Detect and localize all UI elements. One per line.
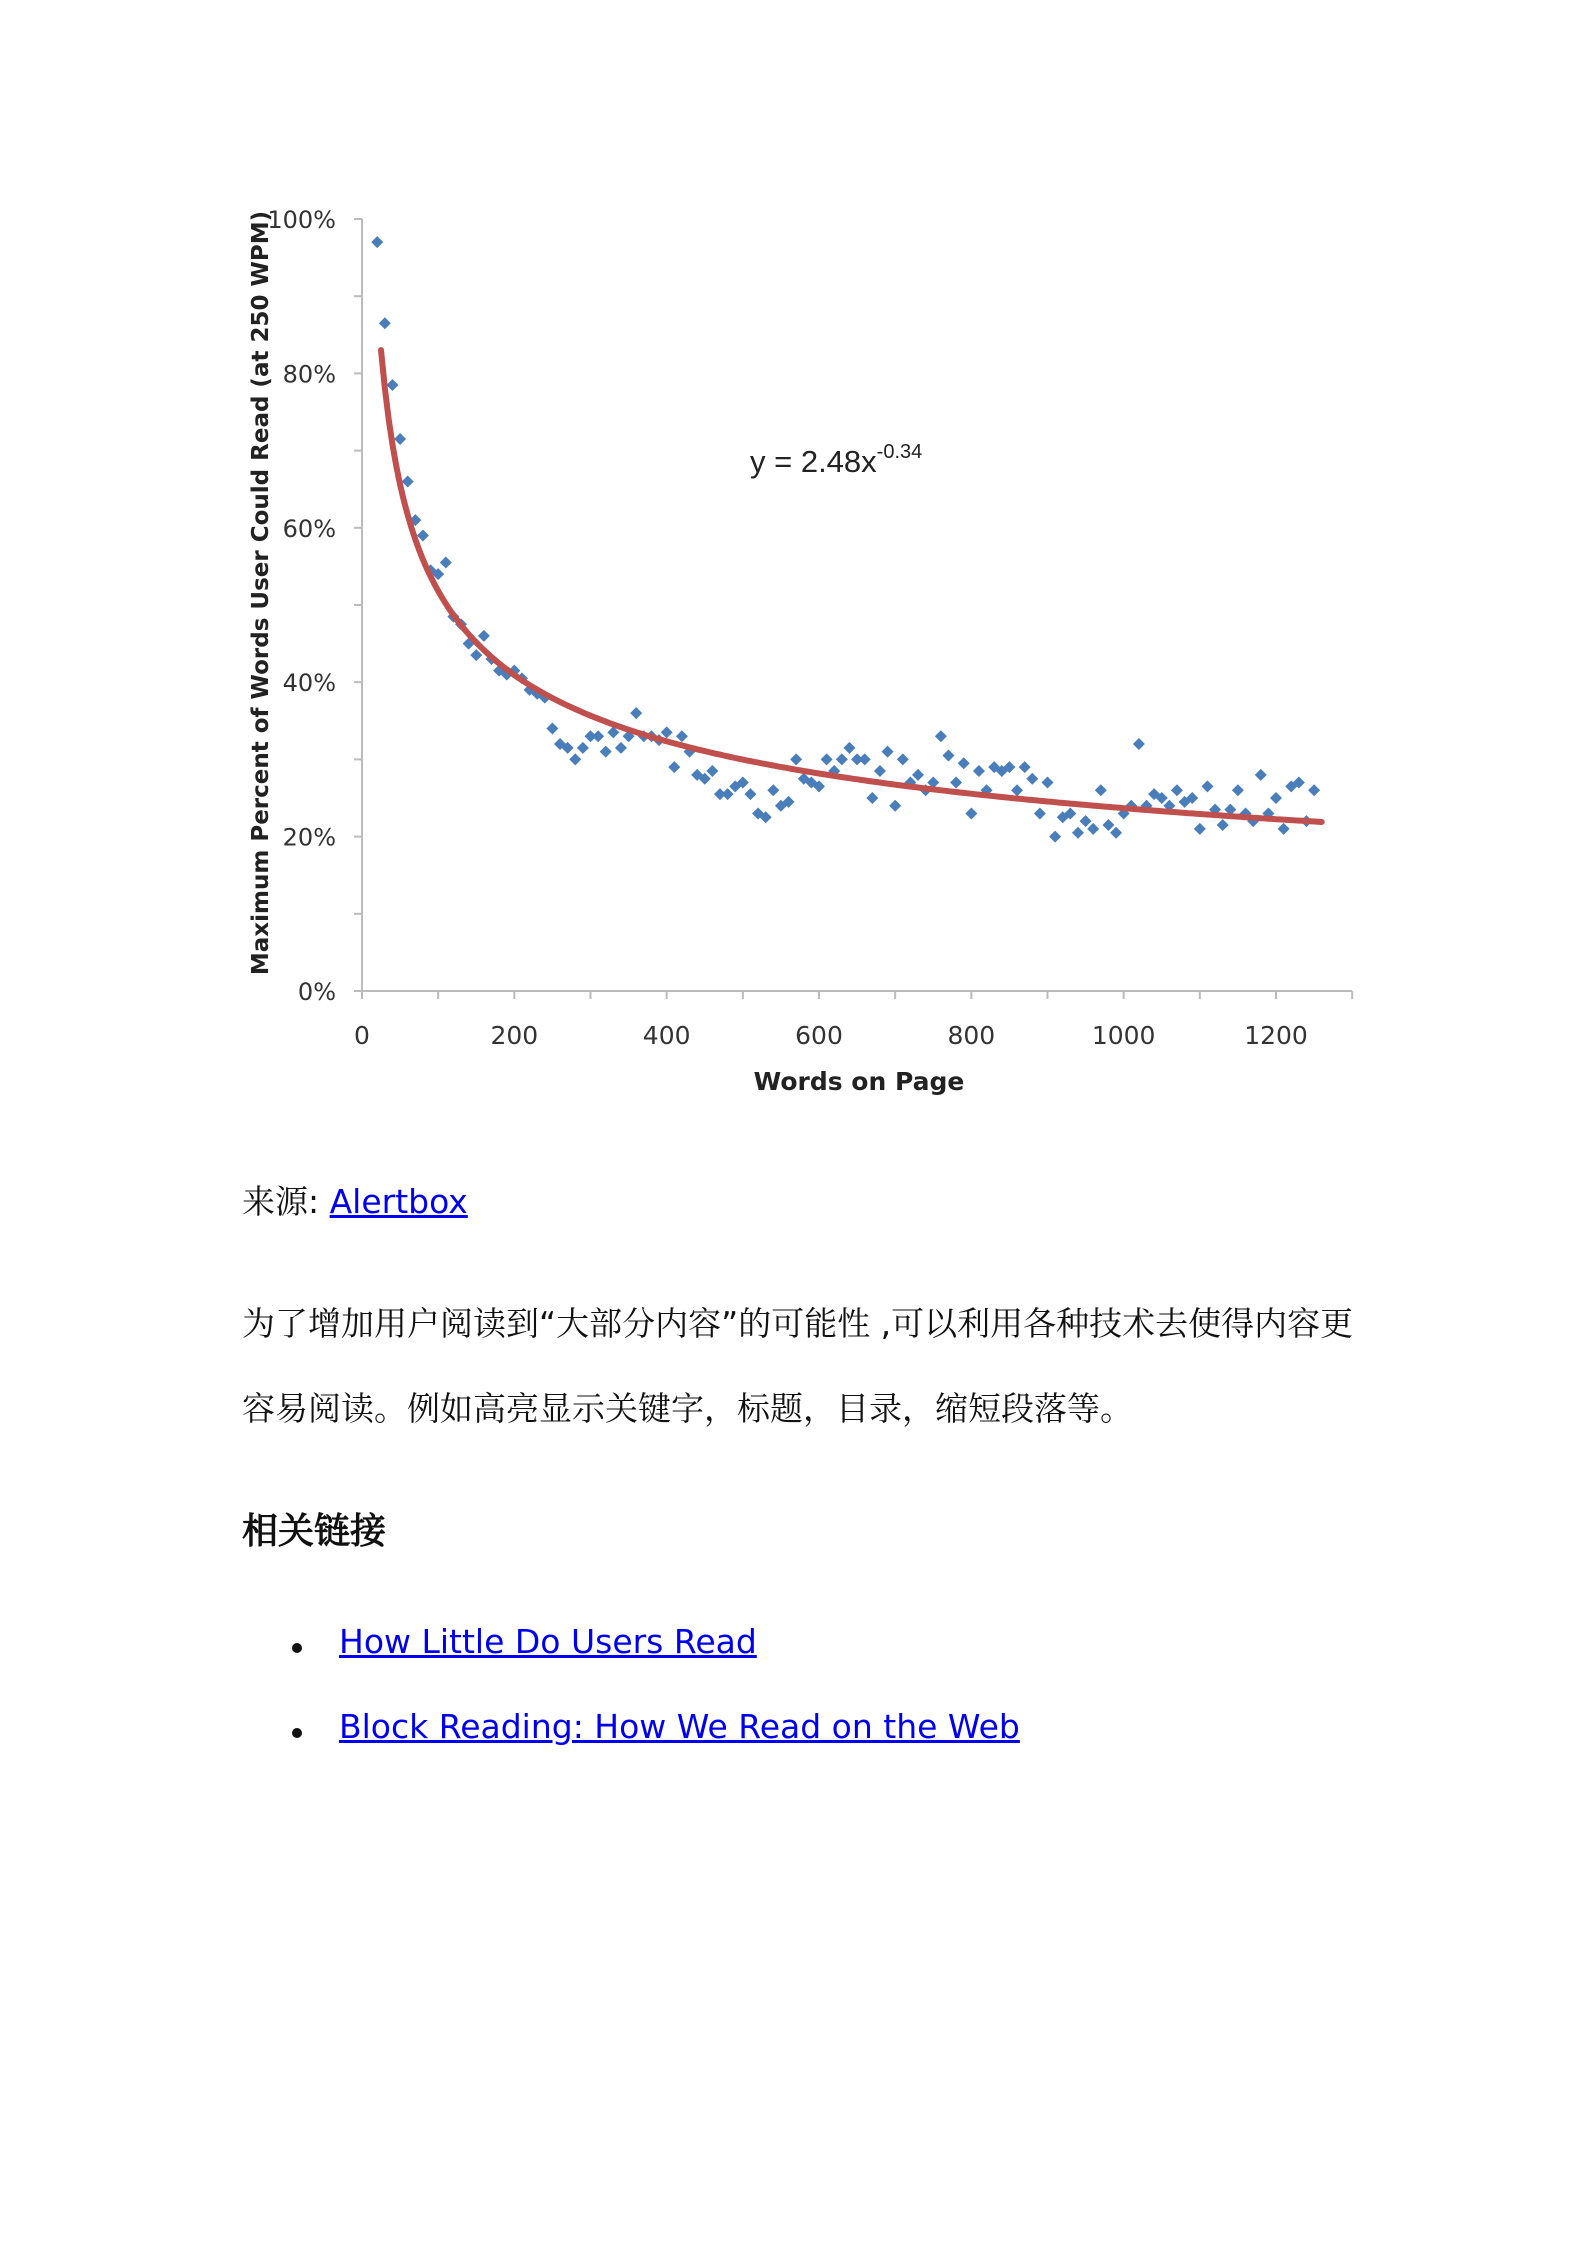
data-point: [935, 730, 947, 742]
data-point: [859, 753, 871, 765]
data-point: [386, 379, 398, 391]
y-tick-label: 0%: [297, 978, 336, 1006]
data-point: [722, 788, 734, 800]
data-point: [889, 800, 901, 812]
x-tick-label: 1000: [1091, 1021, 1156, 1050]
data-point: [965, 807, 977, 819]
data-point: [379, 317, 391, 329]
data-point: [1087, 823, 1099, 835]
data-point: [668, 761, 680, 773]
y-tick-label: 20%: [282, 823, 336, 852]
data-point: [942, 750, 954, 762]
source-link-alertbox[interactable]: Alertbox: [329, 1182, 468, 1221]
x-tick-label: 200: [490, 1021, 539, 1050]
data-point: [821, 753, 833, 765]
data-point: [1095, 784, 1107, 796]
paragraph-line-1: 为了增加用户阅读到“大部分内容”的可能性 ,可以利用各种技术去使得内容更: [242, 1304, 1354, 1343]
data-point: [1270, 792, 1282, 804]
data-point: [897, 753, 909, 765]
data-point: [1110, 827, 1122, 839]
data-point: [1026, 773, 1038, 785]
data-point: [661, 726, 673, 738]
data-point: [600, 746, 612, 758]
data-point: [394, 433, 406, 445]
data-point: [767, 784, 779, 796]
data-point: [973, 765, 985, 777]
data-point: [1011, 784, 1023, 796]
y-tick-label: 40%: [282, 669, 336, 698]
y-axis-label: Maximum Percent of Words User Could Read (at 250 WPM): [248, 210, 274, 976]
bullet-icon: [292, 1728, 302, 1738]
x-tick-label: 600: [795, 1021, 843, 1050]
data-point: [744, 788, 756, 800]
data-point: [874, 765, 886, 777]
data-point: [1171, 784, 1183, 796]
data-point: [440, 557, 452, 569]
source-line: [242, 1176, 468, 1223]
data-point: [1308, 784, 1320, 796]
y-tick-label: 100%: [267, 206, 336, 234]
data-point: [470, 649, 482, 661]
data-point: [592, 730, 604, 742]
x-tick-label: 400: [642, 1021, 691, 1050]
x-tick-label: 1200: [1244, 1021, 1308, 1050]
data-point: [1102, 819, 1114, 831]
data-point: [546, 723, 558, 735]
data-point: [676, 730, 688, 742]
data-point: [1278, 823, 1290, 835]
data-point: [1019, 761, 1031, 773]
data-point: [1217, 819, 1229, 831]
bullet-icon: [292, 1643, 302, 1653]
data-point: [371, 236, 383, 248]
data-point: [1255, 769, 1267, 781]
data-point: [866, 792, 878, 804]
data-point: [790, 753, 802, 765]
related-links-heading: 相关链接: [242, 1511, 387, 1552]
x-axis-label: Words on Page: [753, 1067, 965, 1096]
source-label: 来源:: [242, 1182, 330, 1221]
data-point: [912, 769, 924, 781]
data-point: [1042, 777, 1054, 789]
related-link-2[interactable]: Block Reading: How We Read on the Web: [339, 1707, 1020, 1746]
data-point: [1072, 827, 1084, 839]
y-tick-label: 60%: [282, 514, 336, 543]
data-point: [615, 742, 627, 754]
data-point: [950, 777, 962, 789]
trendline-equation: $y = 2.48x^{-0.34}$: [750, 441, 923, 479]
data-point: [1034, 807, 1046, 819]
data-point: [417, 530, 429, 542]
data-point: [882, 746, 894, 758]
data-point: [402, 475, 414, 487]
data-point: [569, 753, 581, 765]
x-tick-label: 800: [947, 1021, 996, 1050]
x-tick-label: 0: [354, 1021, 370, 1050]
data-point: [478, 630, 490, 642]
data-point: [1133, 738, 1145, 750]
data-point: [1201, 780, 1213, 792]
data-point: [706, 765, 718, 777]
data-point: [1232, 784, 1244, 796]
related-link-1[interactable]: How Little Do Users Read: [339, 1622, 757, 1661]
data-point: [958, 757, 970, 769]
scatter-chart: [0, 0, 1587, 1120]
data-point: [843, 742, 855, 754]
data-point: [630, 707, 642, 719]
data-point: [577, 742, 589, 754]
data-point: [836, 753, 848, 765]
data-point: [1194, 823, 1206, 835]
y-tick-label: 80%: [282, 360, 336, 389]
paragraph-line-2: 容易阅读。例如高亮显示关键字，标题，目录，缩短段落等。: [242, 1389, 1133, 1428]
data-point: [1080, 815, 1092, 827]
data-point: [1049, 831, 1061, 843]
